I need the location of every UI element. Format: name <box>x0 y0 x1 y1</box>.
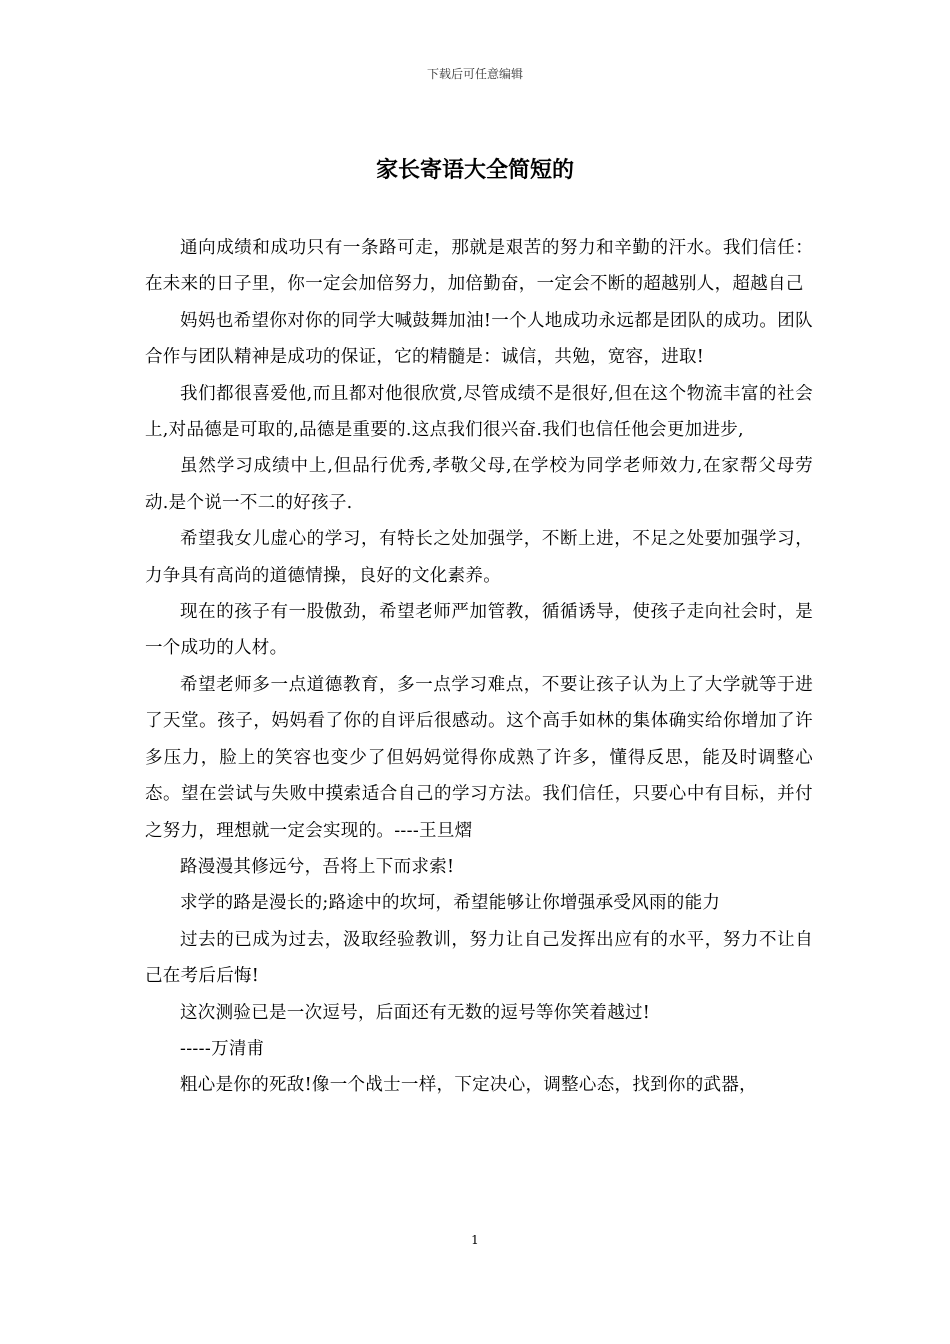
paragraph: 路漫漫其修远兮，吾将上下而求索! <box>180 856 455 877</box>
paragraph: 我们都很喜爱他,而且都对他很欣赏,尽管成绩不是很好,但在这个物流丰富的社会上,对品德是可取的,品德是重要的.这点我们很兴奋.我们也信任他会更加进步, <box>145 383 813 441</box>
paragraph: 希望我女儿虚心的学习，有特长之处加强学，不断上进，不足之处要加强学习，力争具有高尚的道德情操，良好的文化素养。 <box>145 529 813 586</box>
paragraph: 这次测验已是一次逗号，后面还有无数的逗号等你笑着越过! <box>180 1002 651 1023</box>
paragraph: 现在的孩子有一股傲劲，希望老师严加管教，循循诱导，使孩子走向社会时，是一个成功的人材。 <box>145 602 813 659</box>
paragraph: -----万清甫 <box>180 1038 265 1059</box>
document-body <box>145 230 813 1104</box>
paragraph: 希望老师多一点道德教育，多一点学习难点，不要让孩子认为上了大学就等于进了天堂。孩子，妈妈看了你的自评后很感动。这个高手如林的集体确实给你增加了许多压力，脸上的笑容也变少了但妈妈觉得你成熟了许多，懂得反思，能及时调整心态。望在尝试与失败中摸索适合自己的学习方法。我们信任，只要心中有目标，并付之努力，理想就一定会实现的。----王旦熠 <box>145 674 813 841</box>
paragraph: 过去的已成为过去，汲取经验教训，努力让自己发挥出应有的水平，努力不让自己在考后后悔! <box>145 929 813 987</box>
paragraph: 求学的路是漫长的;路途中的坎坷，希望能够让你增强承受风雨的能力 <box>180 893 721 914</box>
page-number: 1 <box>471 1233 479 1247</box>
paragraph: 妈妈也希望你对你的同学大喊鼓舞加油!一个人地成功永远都是团队的成功。团队合作与团队精神是成功的保证，它的精髓是：诚信，共勉，宽容，进取! <box>145 310 813 368</box>
header-note: 下载后可任意编辑 <box>426 67 523 81</box>
paragraph: 通向成绩和成功只有一条路可走，那就是艰苦的努力和辛勤的汗水。我们信任：在未来的日子里，你一定会加倍努力，加倍勤奋，一定会不断的超越别人，超越自己 <box>145 238 813 295</box>
document-title: 家长寄语大全简短的 <box>375 157 574 183</box>
paragraph: 粗心是你的死敌!像一个战士一样，下定决心，调整心态，找到你的武器， <box>180 1075 757 1096</box>
paragraph: 虽然学习成绩中上,但品行优秀,孝敬父母,在学校为同学老师效力,在家帮父母劳动.是个说一不二的好孩子. <box>145 456 813 513</box>
